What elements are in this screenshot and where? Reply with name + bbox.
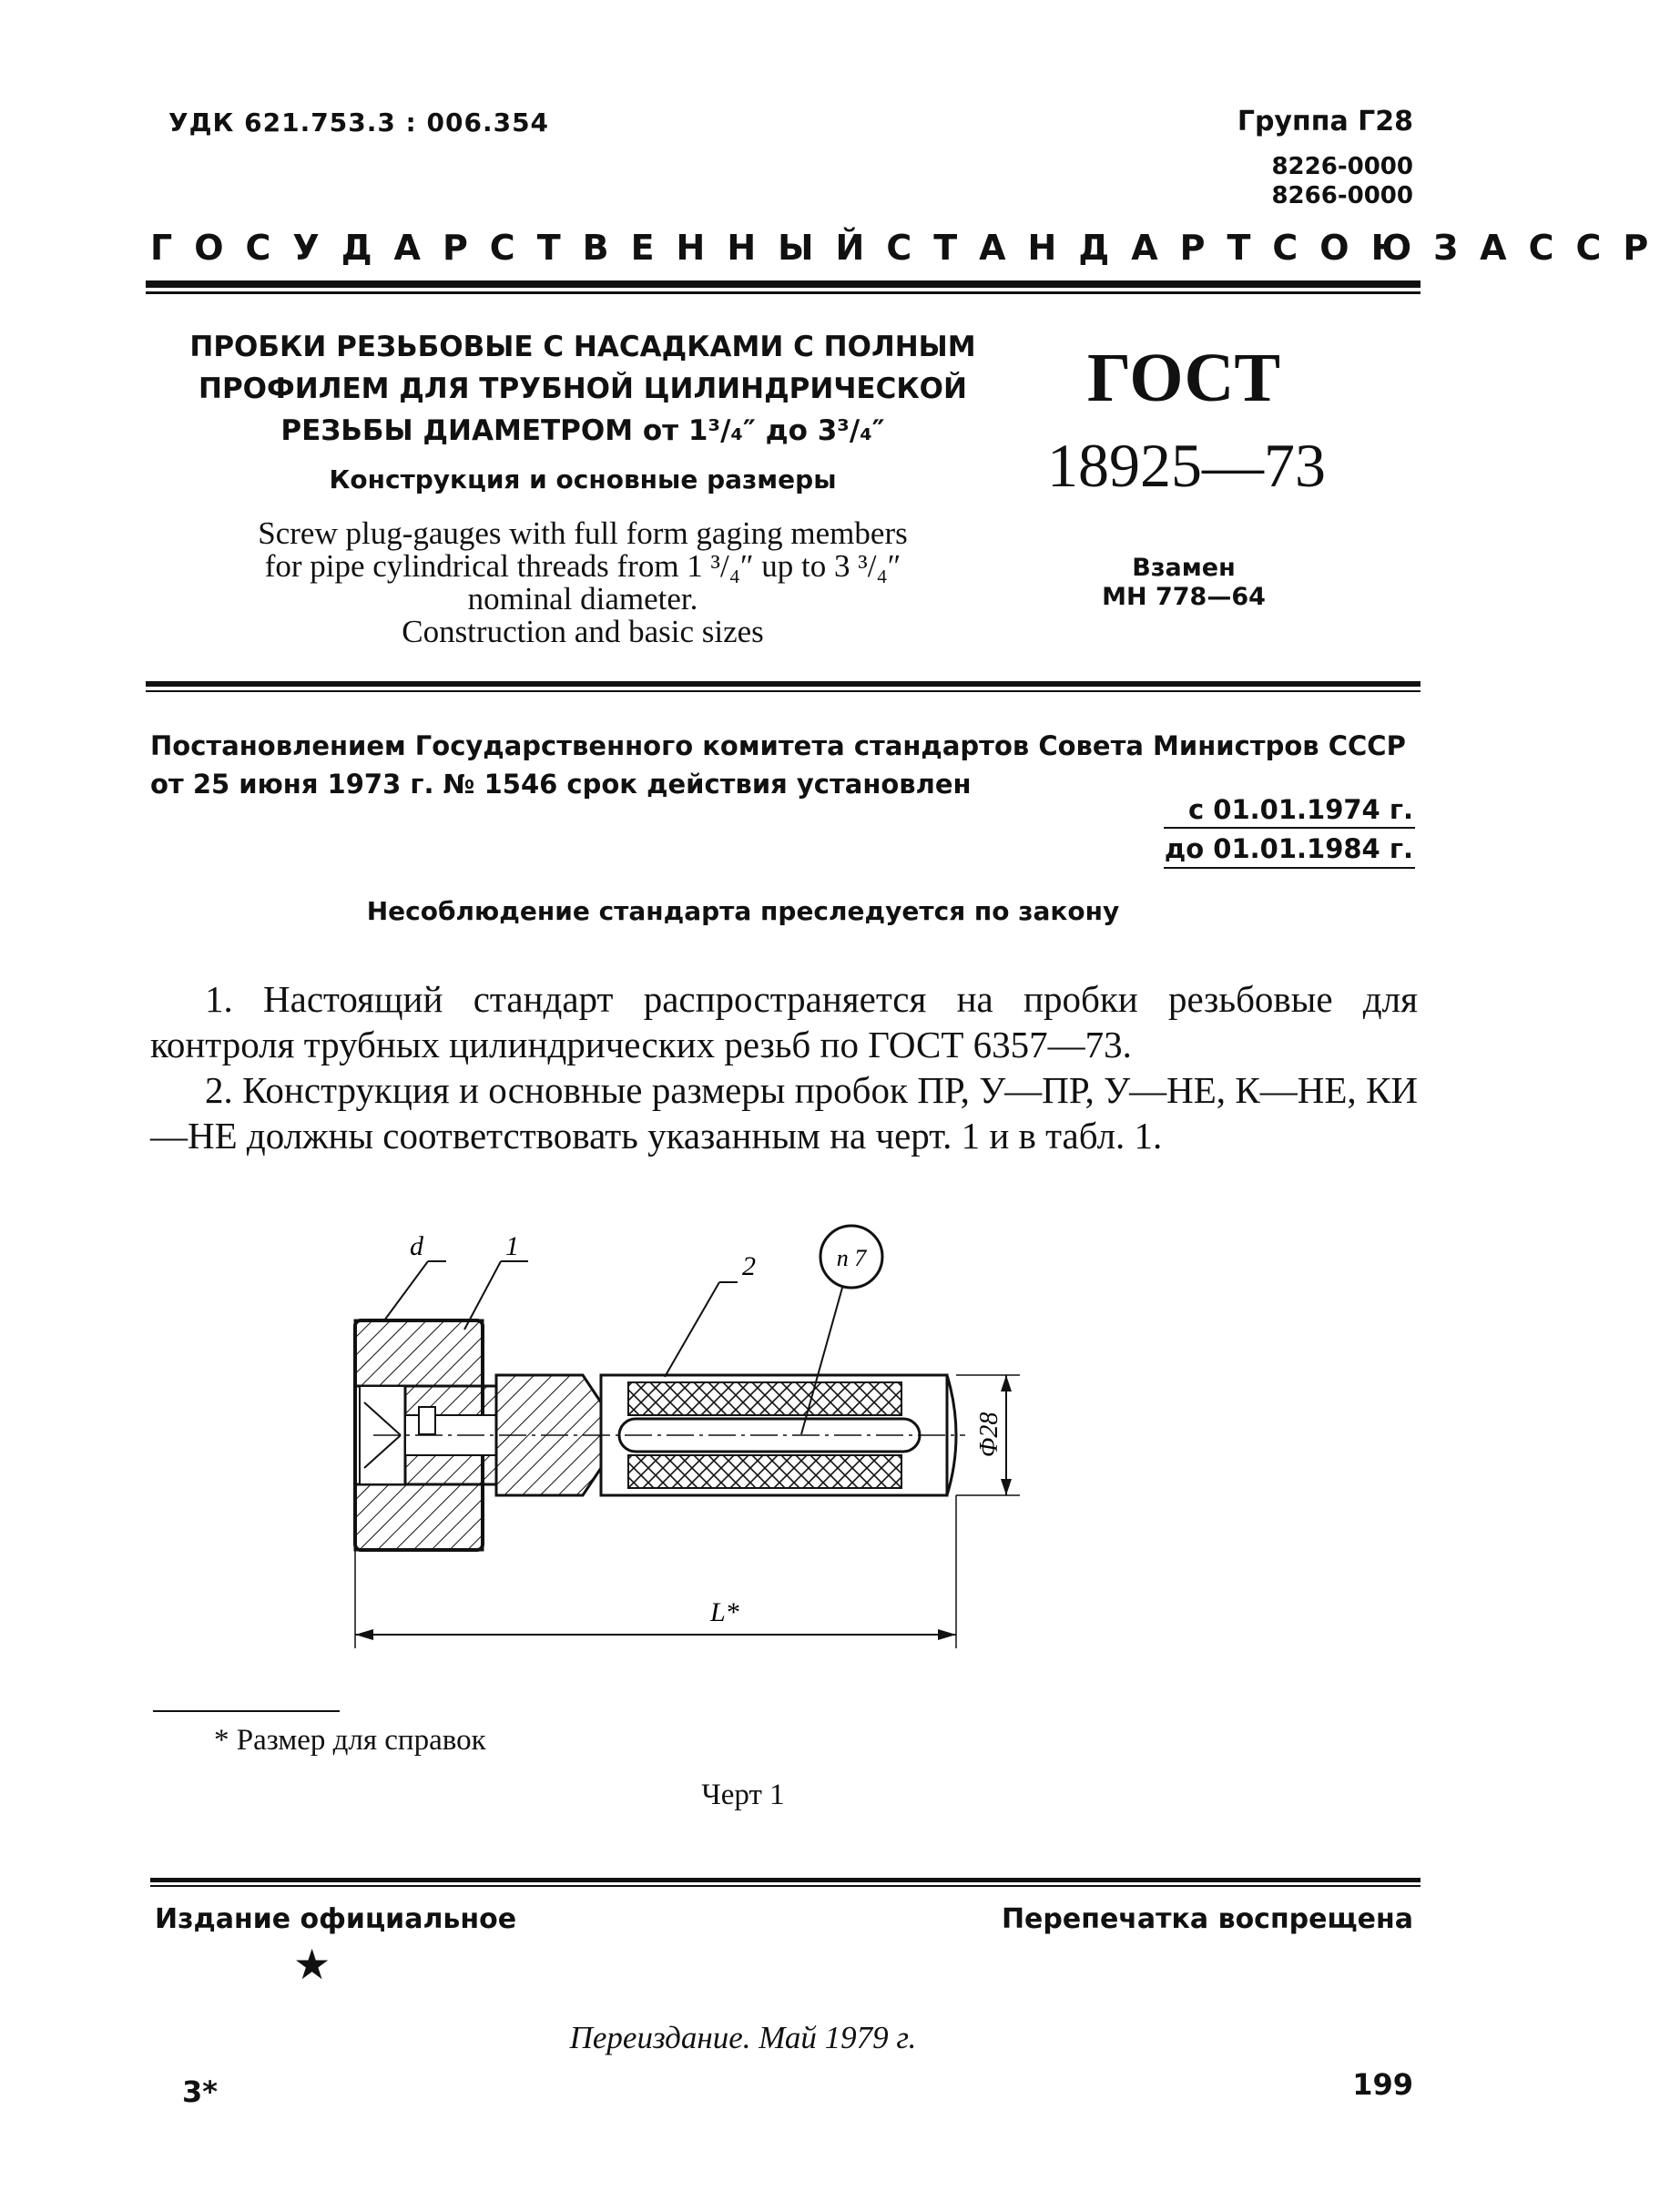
title-rule-thick <box>146 681 1421 687</box>
footer-rule-thin <box>150 1885 1421 1887</box>
group-code: Группа Г28 <box>1237 106 1413 138</box>
reissue-note: Переиздание. Май 1979 г. <box>569 2020 917 2055</box>
banner-word-1: ГОСУДАРСТВЕННЫЙ <box>150 228 887 268</box>
title-rule-thin <box>146 690 1421 692</box>
banner-word-3: СОЮЗА <box>1272 228 1529 268</box>
label-item-2: 2 <box>742 1251 756 1281</box>
title-ru-line-1: ПРОБКИ РЕЗЬБОВЫЕ С НАСАДКАМИ С ПОЛНЫМ <box>189 331 976 363</box>
paragraph-1 <box>150 976 1418 1067</box>
okp-code-2: 8266-0000 <box>1271 182 1413 209</box>
label-item-1: 1 <box>505 1231 519 1261</box>
subtitle-russian: Конструкция и основные размеры <box>329 464 837 494</box>
title-en-line-1: Screw plug-gauges with full form gaging members <box>258 515 908 551</box>
label-length: L* <box>710 1597 739 1627</box>
title-russian <box>159 326 1006 452</box>
gost-number: 18925—73 <box>1047 431 1326 500</box>
valid-from-underline <box>1164 827 1415 829</box>
paragraph-1-text: 1. Настоящий стандарт распространяется на пробки резьбовые для контроля трубных цилиндрических резьб по ГОСТ 6357—73. <box>150 978 1418 1065</box>
gost-label: ГОСТ <box>1086 340 1281 416</box>
replaces-label: Взамен <box>1132 554 1236 582</box>
star-icon: ★ <box>293 1940 331 1989</box>
reprint-prohibited: Перепечатка воспрещена <box>1001 1903 1413 1935</box>
title-english <box>159 517 1006 648</box>
official-edition: Издание официальное <box>155 1903 517 1935</box>
valid-from-date: с 01.01.1974 г. <box>1187 794 1413 825</box>
label-diameter: Φ28 <box>975 1412 1003 1457</box>
decree-text: Постановлением Государственного комитета стандартов Совета Министров СССР от 25 июня 1973 г. № 1546 срок действия установлен <box>150 730 1406 800</box>
valid-to-date: до 01.01.1984 г. <box>1164 833 1413 864</box>
law-note: Несоблюдение стандарта преследуется по закону <box>366 896 1120 926</box>
paragraph-2-text: 2. Конструкция и основные размеры пробок ПР, У—ПР, У—НЕ, К—НЕ, КИ—НЕ должны соответствовать указанным на черт. 1 и в табл. 1. <box>150 1069 1418 1157</box>
footnote-rule <box>153 1710 340 1712</box>
diameter-dimension <box>956 1375 1020 1495</box>
title-en-line-2: for pipe cylindrical threads from 1 ³/₄″ up to 3 ³/₄″ <box>264 548 901 584</box>
replaces-value: МН 778—64 <box>1102 583 1266 611</box>
title-en-line-3: nominal diameter. <box>467 581 698 617</box>
footer-rule-thick <box>150 1878 1421 1882</box>
title-en-line-4: Construction and basic sizes <box>402 614 764 649</box>
valid-to-underline <box>1164 867 1415 869</box>
udk-code: УДК 621.753.3 : 006.354 <box>168 107 550 138</box>
title-ru-line-2: ПРОФИЛЕМ ДЛЯ ТРУБНОЙ ЦИЛИНДРИЧЕСКОЙ <box>199 372 967 405</box>
footnote: * Размер для справок <box>214 1724 486 1757</box>
title-ru-line-3: РЕЗЬБЫ ДИАМЕТРОМ от 1³/₄″ до 3³/₄″ <box>280 414 885 447</box>
plug-gauge-drawing <box>328 1220 1220 1657</box>
banner-word-2: СТАНДАРТ <box>886 228 1273 268</box>
state-standard-banner <box>150 228 1670 268</box>
label-knurl: п 7 <box>836 1245 867 1271</box>
page-number: 199 <box>1352 2067 1413 2102</box>
label-d: d <box>410 1231 423 1261</box>
leader-d <box>384 1261 428 1320</box>
sheet-mark: 3* <box>182 2074 218 2109</box>
figure-caption: Черт 1 <box>701 1779 785 1811</box>
banner-rule-thick <box>146 280 1421 288</box>
banner-rule-thin <box>146 291 1421 294</box>
okp-code-1: 8226-0000 <box>1271 153 1413 180</box>
paragraph-2 <box>150 1067 1418 1158</box>
banner-word-4: ССР <box>1528 228 1670 268</box>
leader-2 <box>665 1282 719 1377</box>
